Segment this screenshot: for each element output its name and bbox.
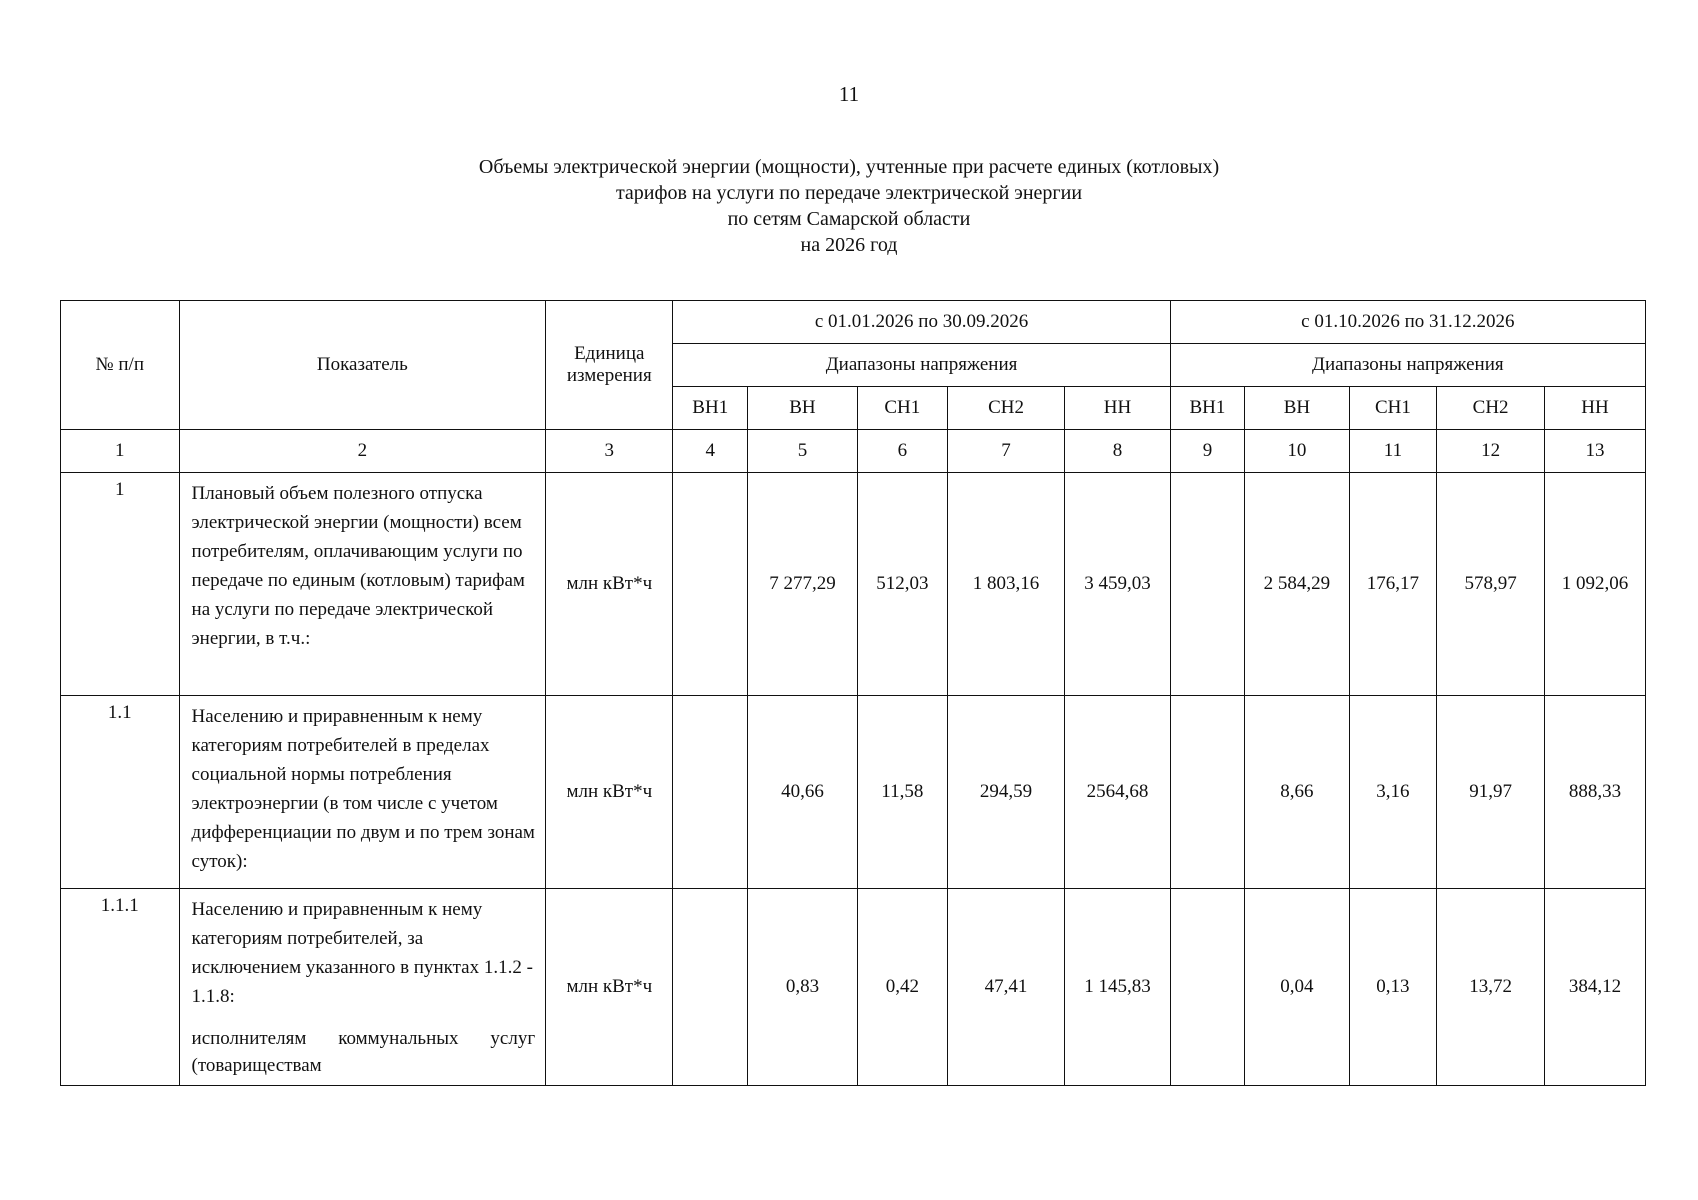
header-period-2: с 01.10.2026 по 31.12.2026 <box>1170 301 1645 344</box>
value-cell: 11,58 <box>857 696 947 889</box>
value-cell: 3,16 <box>1349 696 1437 889</box>
header-period-1: с 01.01.2026 по 30.09.2026 <box>673 301 1170 344</box>
value-cell: 384,12 <box>1544 889 1645 1086</box>
header-ranges-1: Диапазоны напряжения <box>673 344 1170 387</box>
value-cell: 0,83 <box>748 889 858 1086</box>
value-cell: 40,66 <box>748 696 858 889</box>
header-unit: Единица измерения <box>546 301 673 430</box>
value-cell: 294,59 <box>947 696 1064 889</box>
column-number: 6 <box>857 430 947 473</box>
row-unit: млн кВт*ч <box>546 473 673 696</box>
value-cell: 47,41 <box>947 889 1064 1086</box>
value-cell <box>673 889 748 1086</box>
value-cell <box>1170 889 1245 1086</box>
column-number: 9 <box>1170 430 1245 473</box>
value-cell <box>1170 696 1245 889</box>
volumes-table <box>60 300 1646 1086</box>
column-number: 13 <box>1544 430 1645 473</box>
column-number: 4 <box>673 430 748 473</box>
header-level: ВН <box>1245 387 1349 430</box>
row-indicator-continuation: исполнителям коммунальных услуг (товариществам <box>191 1028 536 1076</box>
header-ranges-2: Диапазоны напряжения <box>1170 344 1645 387</box>
value-cell: 888,33 <box>1544 696 1645 889</box>
header-level: СН1 <box>857 387 947 430</box>
column-number: 2 <box>179 430 546 473</box>
row-indicator: Плановый объем полезного отпуска электрической энергии (мощности) всем потребителям, оплачивающим услуги по передаче по единым (котловым) тарифам на услуги по передаче электрической энергии, в т.ч.: <box>179 473 546 696</box>
header-level: ВН <box>748 387 858 430</box>
header-level: НН <box>1065 387 1170 430</box>
document-title <box>0 154 1698 258</box>
column-number: 3 <box>546 430 673 473</box>
header-level: СН2 <box>947 387 1064 430</box>
header-level: СН2 <box>1437 387 1545 430</box>
column-number-row <box>61 430 1646 473</box>
value-cell: 1 803,16 <box>947 473 1064 696</box>
header-level: ВН1 <box>1170 387 1245 430</box>
value-cell: 3 459,03 <box>1065 473 1170 696</box>
column-number: 7 <box>947 430 1064 473</box>
header-level: ВН1 <box>673 387 748 430</box>
row-unit: млн кВт*ч <box>546 696 673 889</box>
value-cell: 2564,68 <box>1065 696 1170 889</box>
title-line-1: Объемы электрической энергии (мощности), учтенные при расчете единых (котловых) <box>478 156 1220 178</box>
column-number: 8 <box>1065 430 1170 473</box>
value-cell: 578,97 <box>1437 473 1545 696</box>
row-unit: млн кВт*ч <box>546 889 673 1086</box>
row-number: 1.1 <box>61 696 180 889</box>
row-indicator: Населению и приравненным к нему категориям потребителей, за исключением указанного в пунктах 1.1.2 - 1.1.8: <box>191 899 533 1007</box>
value-cell: 8,66 <box>1245 696 1349 889</box>
table-row <box>61 696 1646 889</box>
value-cell: 91,97 <box>1437 696 1545 889</box>
header-row-periods <box>61 301 1646 344</box>
value-cell: 0,04 <box>1245 889 1349 1086</box>
title-line-4: на 2026 год <box>800 234 898 256</box>
title-line-2: тарифов на услуги по передаче электрической энергии <box>615 182 1083 204</box>
header-level: СН1 <box>1349 387 1437 430</box>
column-number: 12 <box>1437 430 1545 473</box>
column-number: 10 <box>1245 430 1349 473</box>
column-number: 11 <box>1349 430 1437 473</box>
value-cell: 176,17 <box>1349 473 1437 696</box>
value-cell: 13,72 <box>1437 889 1545 1086</box>
title-line-3: по сетям Самарской области <box>727 208 971 230</box>
table-row <box>61 473 1646 696</box>
value-cell: 0,13 <box>1349 889 1437 1086</box>
page-number: 11 <box>838 82 860 106</box>
column-number: 5 <box>748 430 858 473</box>
table-row <box>61 889 1646 1086</box>
column-number: 1 <box>61 430 180 473</box>
value-cell <box>673 473 748 696</box>
header-indicator: Показатель <box>179 301 546 430</box>
value-cell <box>673 696 748 889</box>
header-level: НН <box>1544 387 1645 430</box>
row-indicator: Населению и приравненным к нему категориям потребителей в пределах социальной нормы потребления электроэнергии (в том числе с учетом дифференциации по двум и по трем зонам суток): <box>179 696 546 889</box>
value-cell: 512,03 <box>857 473 947 696</box>
value-cell: 0,42 <box>857 889 947 1086</box>
value-cell: 1 145,83 <box>1065 889 1170 1086</box>
value-cell <box>1170 473 1245 696</box>
value-cell: 2 584,29 <box>1245 473 1349 696</box>
row-indicator-cell <box>179 889 546 1086</box>
value-cell: 7 277,29 <box>748 473 858 696</box>
value-cell: 1 092,06 <box>1544 473 1645 696</box>
row-number: 1 <box>61 473 180 696</box>
row-number: 1.1.1 <box>61 889 180 1086</box>
header-num: № п/п <box>61 301 180 430</box>
